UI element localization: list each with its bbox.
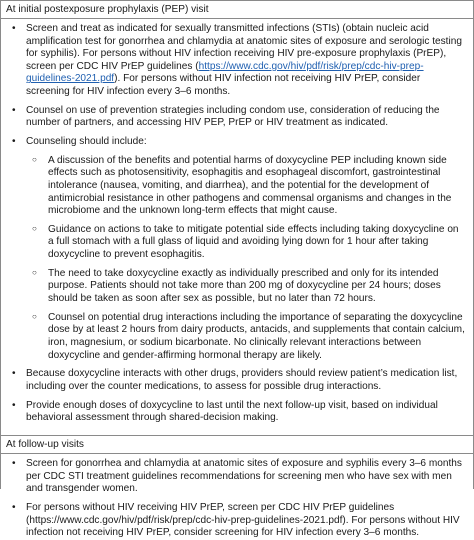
bullet-icon: • [12, 458, 16, 470]
list-item [12, 368, 465, 393]
section-initial-visit [1, 19, 473, 425]
sub-item-text: Counsel on potential drug interactions including the importance of separating the doxycycline dose by at least 2 hours from dairy products, antacids, and supplements that contain calcium, iron, magnesium, or sodium bicarbonate. No clinically relevant interactions between doxycycline and gender-affirming hormonal therapy are likely. [48, 311, 465, 361]
circle-bullet-icon: ○ [32, 154, 37, 164]
bullet-icon: • [12, 368, 16, 380]
sub-list-item [32, 311, 465, 362]
sub-list-item [32, 267, 465, 306]
circle-bullet-icon: ○ [32, 267, 37, 277]
list-item [12, 502, 465, 540]
circle-bullet-icon: ○ [32, 311, 37, 321]
item-text: Because doxycycline interacts with other drugs, providers should review patient’s medication list, including over the counter medications, to assess for possible drug interactions. [26, 368, 458, 392]
item-text: ). For persons without HIV infection not receiving HIV PrEP, consider screening for HIV infection every 3–6 months. [26, 73, 421, 97]
circle-bullet-icon: ○ [32, 223, 37, 233]
list-item [12, 136, 465, 362]
cdc-prep-guidelines-link[interactable]: https://www.cdc.gov/hiv/pdf/risk/prep/cdc-hiv-prep-guidelines-2021.pdf [26, 60, 424, 85]
section-follow-up [1, 454, 473, 540]
section-header-text: At follow-up visits [6, 439, 84, 451]
sub-item-text: A discussion of the benefits and potential harms of doxycycline PEP including known side effects such as photosensitivity, esophagitis and esophageal discomfort, gastrointestinal intolerance (nausea, vomiting, and diarrhea), and the potential for the development of antimicrobial resistance in other pathogens and commensal organisms and changes in the microbiome and the unknown long-term effects that might cause. [48, 154, 452, 217]
bullet-icon: • [12, 399, 16, 411]
list-item [12, 23, 465, 99]
item-text: Screen and treat as indicated for sexually transmitted infections (STIs) (obtain nucleic acid amplification test for gonorrhea and chlamydia at anatomic sites of exposure and serologic testing for syphilis). For persons without HIV infection receiving HIV pre-exposure prophylaxis (PrEP), screen per CDC HIV PrEP guidelines ( [26, 23, 462, 72]
list-item [12, 104, 465, 130]
bullet-icon: • [12, 136, 16, 148]
item-text: Provide enough doses of doxycycline to last until the next follow-up visit, based on individual behavioral assessment through shared-decision making. [26, 399, 438, 424]
list-item [12, 458, 465, 496]
item-text: Counsel on use of prevention strategies including condom use, consideration of reducing the number of partners, and accessing HIV PEP, PrEP or HIV treatment as indicated. [26, 104, 440, 129]
item-text: For persons without HIV receiving HIV PrEP, screen per CDC HIV PrEP guidelines (https://www.cdc.gov/hiv/pdf/risk/prep/cdc-hiv-prep-guidelines-2021.pdf). For persons without HIV infection not receiving HIV PrEP, consider screening for HIV infection every 3–6 months. [26, 502, 460, 539]
list-item [12, 399, 465, 425]
item-text: Screen for gonorrhea and chlamydia at anatomic sites of exposure and syphilis every 3–6 months per CDC STI treatment guidelines recommendations for screening men who have sex with men and transgender women. [26, 458, 462, 495]
bullet-icon: • [12, 104, 16, 116]
bullet-icon: • [12, 23, 16, 34]
item-text: Counseling should include: [26, 136, 147, 148]
sub-item-text: Guidance on actions to take to mitigate potential side effects including taking doxycycline on a full stomach with a full glass of liquid and avoiding lying down for 1 hour after taking doxycycline to prevent esophagitis. [48, 223, 459, 261]
sub-list-item [32, 223, 465, 262]
section-header-text: At initial postexposure prophylaxis (PEP) visit [6, 4, 209, 15]
section-header-follow-up [1, 435, 473, 454]
bullet-icon: • [12, 502, 16, 514]
sub-item-text: The need to take doxycycline exactly as individually prescribed and only for its intended purpose. Patients should not take more than 200 mg of doxycycline per 24 hours; doses should be taken as soon after sex as possible, but no later than 72 hours. [48, 267, 441, 305]
sub-list-item [32, 154, 465, 218]
section-header-initial-visit [1, 0, 473, 19]
